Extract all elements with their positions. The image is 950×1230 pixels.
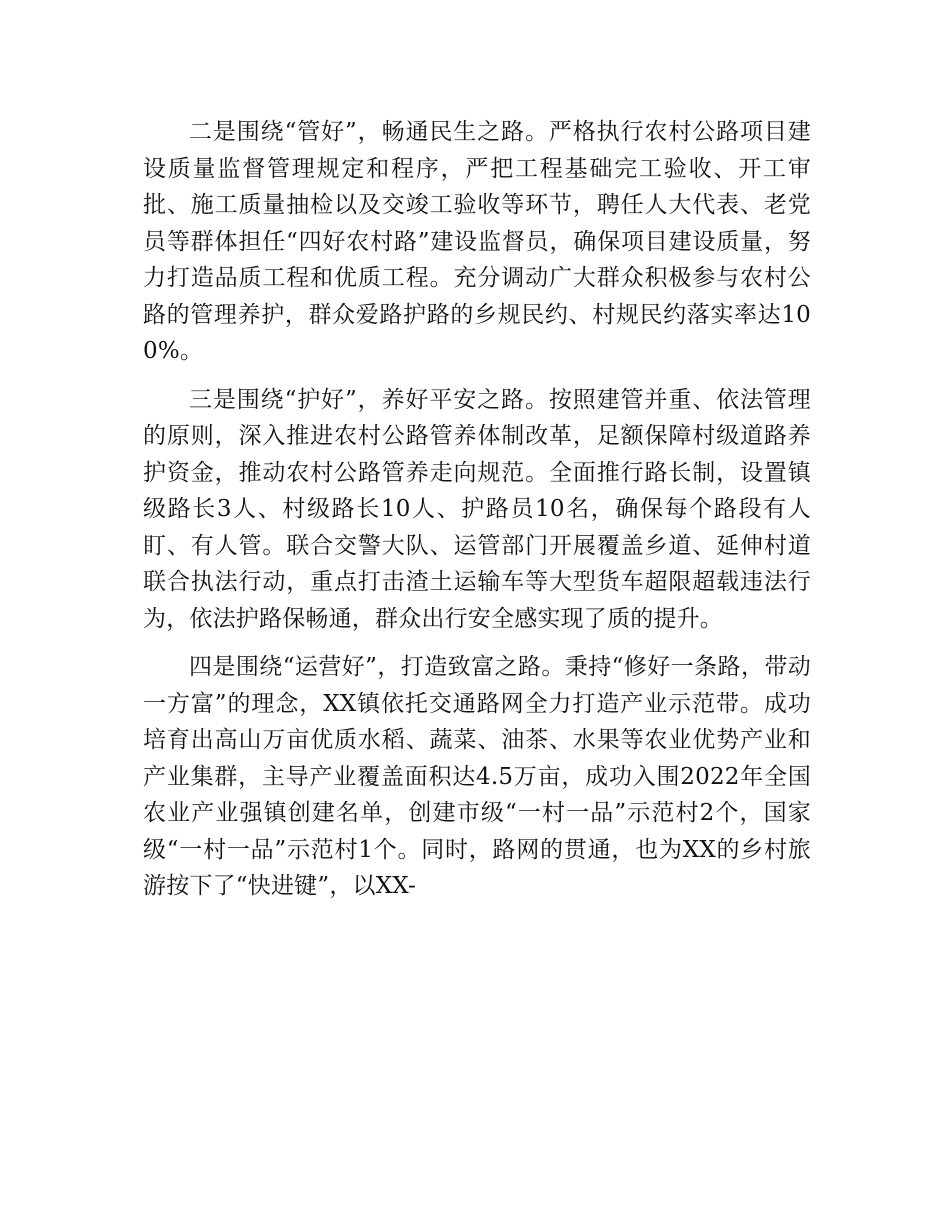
paragraph-manage: 二是围绕“管好”，畅通民生之路。严格执行农村公路项目建设质量监督管理规定和程序，严把工程基础完工验收、开工审批、施工质量抽检以及交竣工验收等环节，聘任人大代表、老党员等群体担任“四好农村路”建设监督员，确保项目建设质量，努力打造品质工程和优质工程。充分调动广大群众积极参与农村公路的管理养护，群众爱路护路的乡规民约、村规民约落实率达100%。 <box>143 119 811 364</box>
paragraph-maintain: 三是围绕“护好”，养好平安之路。按照建管并重、依法管理的原则，深入推进农村公路管养体制改革，足额保障村级道路养护资金，推动农村公路管养走向规范。全面推行路长制，设置镇级路长3人、村级路长10人、护路员10名，确保每个路段有人盯、有人管。联合交警大队、运管部门开展覆盖乡道、延伸村道联合执法行动，重点打击渣土运输车等大型货车超限超载违法行为，依法护路保畅通，群众出行安全感实现了质的提升。 <box>143 386 811 632</box>
paragraph-operate: 四是围绕“运营好”，打造致富之路。秉持“修好一条路，带动一方富”的理念，XX镇依托交通路网全力打造产业示范带。成功培育出高山万亩优质水稻、蔬菜、油茶、水果等农业优势产业和产业集群，主导产业覆盖面积达4.5万亩，成功入围2022年全国农业产业强镇创建名单，创建市级“一村一品”示范村2个，国家级“一村一品”示范村1个。同时，路网的贯通，也为XX的乡村旅游按下了“快进键”，以XX- <box>143 654 811 899</box>
document-body <box>143 114 811 917</box>
